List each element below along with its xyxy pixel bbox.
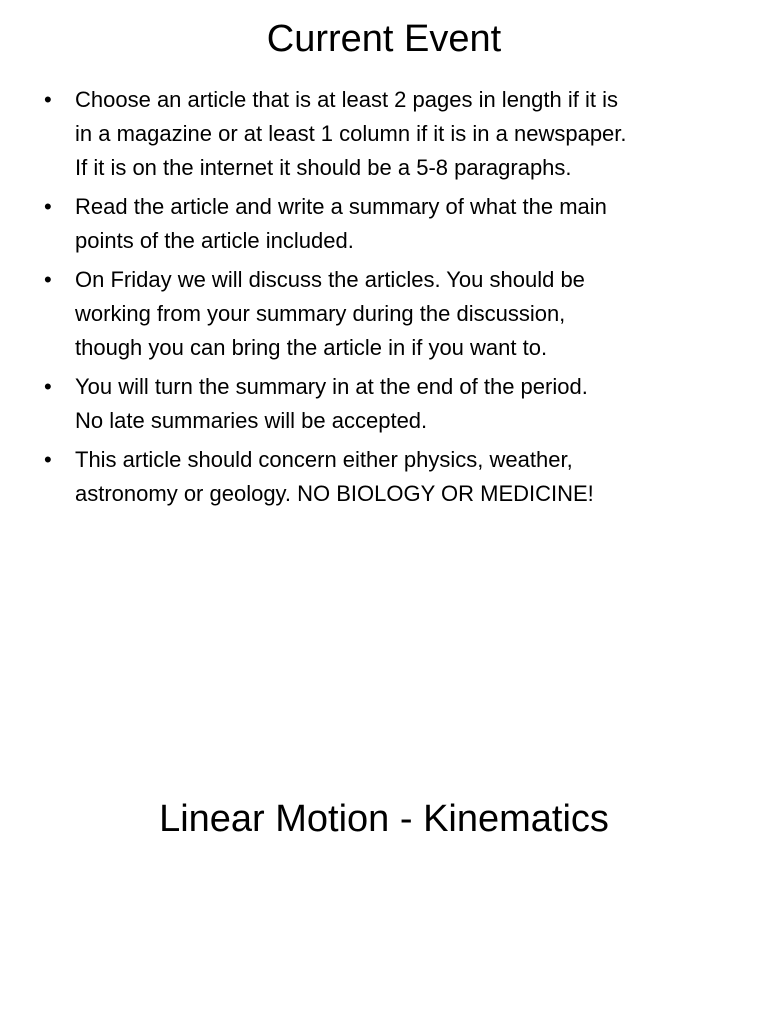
slide-linear-motion (0, 512, 768, 1024)
bullet-item (44, 190, 734, 258)
bullet-icon: • (44, 194, 52, 219)
bullet-line: You will turn the summary in at the end of the period. (75, 374, 588, 399)
bullet-icon: • (44, 447, 52, 472)
bullet-text (75, 370, 734, 438)
bullet-line: points of the article included. (75, 228, 354, 253)
bullet-text (75, 83, 734, 185)
bullet-line: working from your summary during the discussion, (75, 301, 566, 326)
bullet-line: Choose an article that is at least 2 pages in length if it is (75, 87, 618, 112)
bullet-item (44, 263, 734, 365)
bullet-line: No late summaries will be accepted. (75, 408, 428, 433)
bullet-text (75, 190, 734, 258)
bullet-icon: • (44, 87, 52, 112)
bullet-line: in a magazine or at least 1 column if it is in a newspaper. (75, 121, 627, 146)
bullet-line: astronomy or geology. NO BIOLOGY OR MEDICINE! (75, 481, 594, 506)
bullet-line: Read the article and write a summary of what the main (75, 194, 607, 219)
bullet-item (44, 83, 734, 185)
bullet-item (44, 370, 734, 438)
bullet-text (75, 263, 734, 365)
slide-title: Linear Motion - Kinematics (159, 798, 609, 840)
bullet-item (44, 443, 734, 511)
bullet-text (75, 443, 734, 511)
bullet-line: though you can bring the article in if you want to. (75, 335, 548, 360)
bullet-icon: • (44, 374, 52, 399)
bullet-line: If it is on the internet it should be a 5-8 paragraphs. (75, 155, 572, 180)
slide-title: Current Event (266, 18, 502, 60)
bullet-list (44, 83, 734, 516)
bullet-line: On Friday we will discuss the articles. You should be (75, 267, 585, 292)
bullet-line: This article should concern either physics, weather, (75, 447, 573, 472)
bullet-icon: • (44, 267, 52, 292)
